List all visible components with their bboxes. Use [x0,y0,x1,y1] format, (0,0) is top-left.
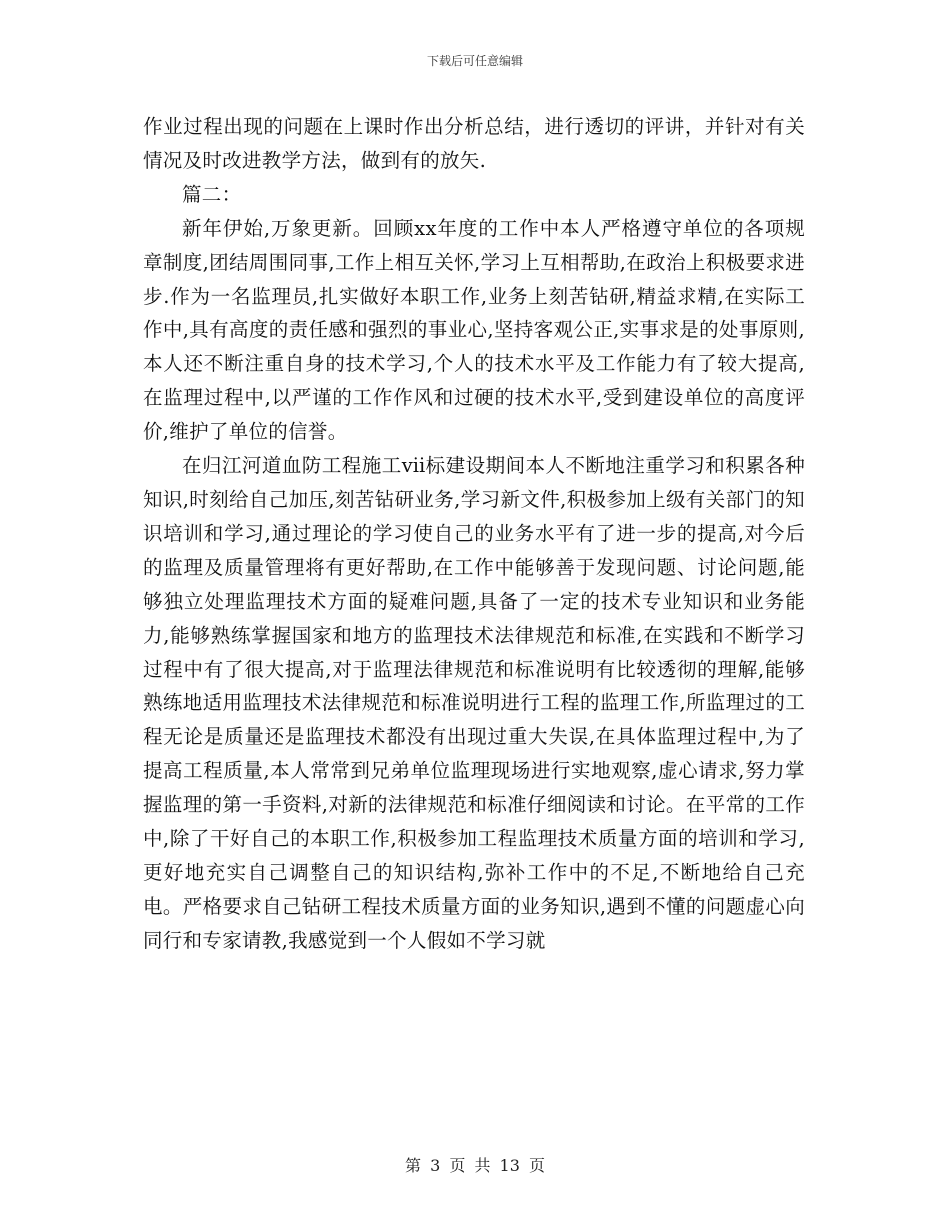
paragraph: 新年伊始,万象更新。回顾xx年度的工作中本人严格遵守单位的各项规章制度,团结周围同事,工作上相互关怀,学习上互相帮助,在政治上积极要求进步.作为一名监理员,扎实做好本职工作,业务上刻苦钻研,精益求精,在实际工作中,具有高度的责任感和强烈的事业心,坚持客观公正,实事求是的处事原则,本人还不断注重自身的技术学习,个人的技术水平及工作能力有了较大提高,在监理过程中,以严谨的工作作风和过硬的技术水平,受到建设单位的高度评价,维护了单位的信誉。 [143,216,805,444]
section-heading: 篇二： [182,182,242,206]
page-footer: 第 3 页 共 13 页 [405,1156,545,1175]
paragraph: 在归江河道血防工程施工ⅶ标建设期间本人不断地注重学习和积累各种知识,时刻给自己加压,刻苦钻研业务,学习新文件,积极参加上级有关部门的知识培训和学习,通过理论的学习使自己的业务水平有了进一步的提高,对今后的监理及质量管理将有更好帮助,在工作中能够善于发现问题、讨论问题,能够独立处理监理技术方面的疑难问题,具备了一定的技术专业知识和业务能力,能够熟练掌握国家和地方的监理技术法律规范和标准,在实践和不断学习过程中有了很大提高,对于监理法律规范和标准说明有比较透彻的理解,能够熟练地适用监理技术法律规范和标准说明进行工程的监理工作,所监理过的工程无论是质量还是监理技术都没有出现过重大失误,在具体监理过程中,为了提高工程质量,本人常常到兄弟单位监理现场进行实地观察,虚心请求,努力掌握监理的第一手资料,对新的法律规范和标准仔细阅读和讨论。在平常的工作中,除了干好自己的本职工作,积极参加工程监理技术质量方面的培训和学习,更好地充实自己调整自己的知识结构,弥补工作中的不足,不断地给自己充电。严格要求自己钻研工程技术质量方面的业务知识,遇到不懂的问题虚心向同行和专家请教,我感觉到一个人假如不学习就 [143,454,805,952]
paragraph-continued: 作业过程出现的问题在上课时作出分析总结，进行透切的评讲，并针对有关情况及时改进教学方法，做到有的放矢. [143,115,805,172]
document-body [143,110,805,958]
page-header: 下载后可任意编辑 [426,54,523,68]
